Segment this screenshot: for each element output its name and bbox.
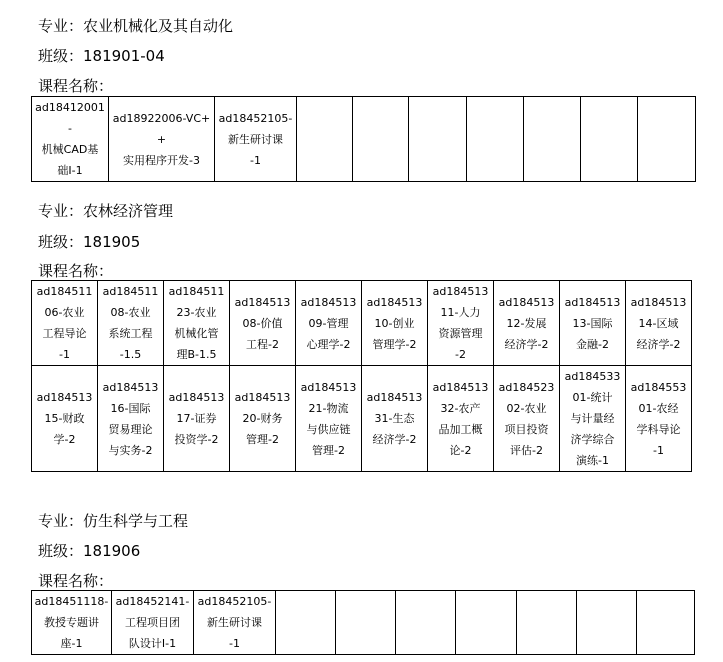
course-cell-line: 经济学-2 (504, 337, 549, 351)
empty-cell (276, 591, 336, 655)
course-cell-line: ad184513 (630, 295, 687, 309)
course-cell-line: 08-农业 (110, 306, 151, 319)
course-table (31, 96, 696, 182)
course-cell (164, 281, 230, 366)
course-cell-line: 工程项目团 (125, 616, 180, 629)
course-cell-line: 学-2 (53, 433, 76, 446)
course-cell-line: 与供应链 (306, 422, 351, 436)
course-cell-line: 队设计I-1 (128, 637, 177, 650)
course-cell-line: 与实务-2 (108, 443, 153, 457)
course-cell-line: 与计量经 (570, 412, 615, 425)
course-cell (626, 281, 692, 366)
course-cell-line: ad18412001- (35, 101, 105, 135)
course-cell-line: 09-管理 (308, 316, 349, 330)
empty-cell (524, 97, 581, 182)
course-cell-line: 14-区域 (638, 316, 679, 330)
course-cell-line: ad184533 (564, 370, 621, 383)
class-label: 班级：181905 (38, 233, 141, 251)
course-cell-line: 新生研讨课 (207, 616, 262, 629)
course-cell-line: ad184513 (234, 391, 291, 404)
course-cell-line: ad184513 (102, 380, 159, 394)
course-cell-line: ad184511 (36, 285, 93, 298)
course-cell-line: ad18452141- (115, 595, 190, 608)
course-cell-line: 08-价值 (242, 316, 283, 330)
course-cell-line: ad18451118- (34, 595, 109, 608)
course-cell-line: ad184523 (498, 380, 555, 394)
course-cell-line: 础I-1 (57, 164, 83, 177)
course-cell (494, 366, 560, 472)
course-cell-line: 管理-2 (312, 443, 345, 457)
course-cell (230, 366, 296, 472)
course-cell (494, 281, 560, 366)
course-table (31, 590, 695, 655)
course-cell-line: -2 (455, 348, 466, 361)
course-cell (230, 281, 296, 366)
course-cell (428, 281, 494, 366)
course-cell-line: 23-农业 (176, 306, 217, 319)
course-cell-line: 评估-2 (510, 443, 543, 457)
course-cell (32, 591, 112, 655)
course-cell-line: 06-农业 (44, 306, 85, 319)
course-cell-line: ad18922006-VC++ (112, 111, 211, 146)
course-cell-line: 金融-2 (576, 337, 609, 351)
course-cell (98, 281, 164, 366)
course-cell-line: 机械CAD基 (41, 143, 99, 156)
course-cell-line: 演练-1 (576, 454, 609, 467)
course-cell-line: 17-证券 (176, 412, 217, 425)
course-cell-line: ad184513 (168, 391, 225, 404)
course-cell-line: ad184513 (366, 391, 423, 404)
course-cell-line: ad184511 (168, 285, 225, 298)
course-cell-line: 10-创业 (374, 316, 415, 330)
course-cell-line: 教授专题讲 (44, 616, 99, 629)
course-cell-line: 工程-2 (246, 337, 279, 351)
course-cell-line: ad184513 (498, 295, 555, 309)
course-cell (109, 97, 215, 182)
course-cell-line: ad184513 (432, 380, 489, 394)
course-cell (112, 591, 194, 655)
empty-cell (297, 97, 353, 182)
course-cell-line: ad184511 (102, 285, 159, 298)
course-cell-line: ad18452105- (197, 595, 272, 608)
course-cell-line: 济学综合 (570, 433, 615, 446)
class-label: 班级：181901-04 (38, 47, 165, 65)
course-cell (32, 97, 109, 182)
course-name-label: 课程名称： (38, 262, 114, 280)
course-cell-line: 21-物流 (308, 401, 349, 415)
course-cell-line: ad184513 (564, 295, 621, 309)
course-cell-line: -1.5 (119, 348, 142, 361)
course-cell-line: -1 (59, 348, 70, 361)
course-cell-line: 贸易理论 (108, 422, 153, 436)
course-cell-line: ad184513 (300, 295, 357, 309)
course-table (31, 280, 692, 472)
empty-cell (637, 591, 695, 655)
course-cell-line: 13-国际 (572, 316, 613, 330)
course-cell (98, 366, 164, 472)
empty-cell (581, 97, 638, 182)
class-label: 班级：181906 (38, 542, 141, 560)
course-cell-line: 经济学-2 (372, 433, 417, 446)
course-cell-line: 品加工概 (438, 422, 483, 436)
empty-cell (336, 591, 396, 655)
course-cell-line: 20-财务 (242, 412, 283, 425)
course-cell-line: 31-生态 (374, 412, 415, 425)
course-cell-line: 工程导论 (42, 327, 87, 340)
course-cell-line: -1 (653, 443, 664, 457)
table-row (32, 97, 696, 182)
empty-cell (467, 97, 524, 182)
course-cell-line: 项目投资 (504, 422, 549, 436)
empty-cell (409, 97, 467, 182)
course-cell (626, 366, 692, 472)
course-cell-line: 投资学-2 (174, 433, 219, 446)
course-cell (560, 366, 626, 472)
course-cell-line: 学科导论 (636, 422, 681, 436)
course-cell-line: ad184513 (36, 391, 93, 404)
course-cell (215, 97, 297, 182)
table-row (32, 366, 692, 472)
course-cell (296, 281, 362, 366)
course-name-label: 课程名称： (38, 77, 114, 95)
course-cell-line: 资源管理 (438, 327, 483, 340)
table-row (32, 591, 695, 655)
course-cell-line: 心理学-2 (306, 337, 351, 351)
empty-cell (577, 591, 637, 655)
course-cell-line: ad184513 (432, 285, 489, 298)
course-cell-line: 理B-1.5 (176, 348, 217, 361)
course-cell (560, 281, 626, 366)
course-cell-line: ad184553 (630, 380, 687, 394)
course-cell (362, 281, 428, 366)
course-cell-line: ad184513 (234, 295, 291, 309)
course-cell-line: 系统工程 (108, 327, 153, 340)
course-cell-line: 机械化管 (174, 327, 219, 340)
course-cell-line: 新生研讨课 (228, 132, 283, 146)
empty-cell (638, 97, 696, 182)
course-cell-line: -1 (229, 637, 240, 650)
course-cell-line: 实用程序开发-3 (123, 153, 200, 167)
course-cell-line: ad184513 (300, 380, 357, 394)
course-cell-line: 15-财政 (44, 412, 85, 425)
course-cell (362, 366, 428, 472)
major-label: 专业：农林经济管理 (38, 202, 174, 220)
course-cell-line: 01-统计 (572, 391, 613, 404)
major-label: 专业：农业机械化及其自动化 (38, 17, 234, 35)
major-label: 专业：仿生科学与工程 (38, 512, 189, 530)
course-cell-line: ad184513 (366, 295, 423, 309)
course-cell-line: -1 (250, 153, 261, 167)
course-cell-line: 座-1 (60, 637, 83, 650)
course-cell-line: 管理-2 (246, 433, 279, 446)
course-cell-line: 01-农经 (638, 401, 679, 415)
course-cell (32, 281, 98, 366)
course-cell-line: 12-发展 (506, 316, 547, 330)
empty-cell (396, 591, 456, 655)
empty-cell (353, 97, 409, 182)
course-cell-line: 32-农产 (440, 401, 481, 415)
course-cell (164, 366, 230, 472)
course-cell (428, 366, 494, 472)
course-name-label: 课程名称： (38, 572, 114, 590)
course-cell (32, 366, 98, 472)
course-cell-line: 经济学-2 (636, 337, 681, 351)
course-cell (296, 366, 362, 472)
course-cell-line: 16-国际 (110, 401, 151, 415)
course-cell-line: 11-人力 (440, 306, 481, 319)
table-row (32, 281, 692, 366)
course-cell-line: 02-农业 (506, 401, 547, 415)
course-cell (194, 591, 276, 655)
empty-cell (517, 591, 577, 655)
empty-cell (456, 591, 517, 655)
course-cell-line: 论-2 (449, 443, 472, 457)
course-cell-line: ad18452105- (218, 111, 293, 125)
course-cell-line: 管理学-2 (372, 337, 417, 351)
